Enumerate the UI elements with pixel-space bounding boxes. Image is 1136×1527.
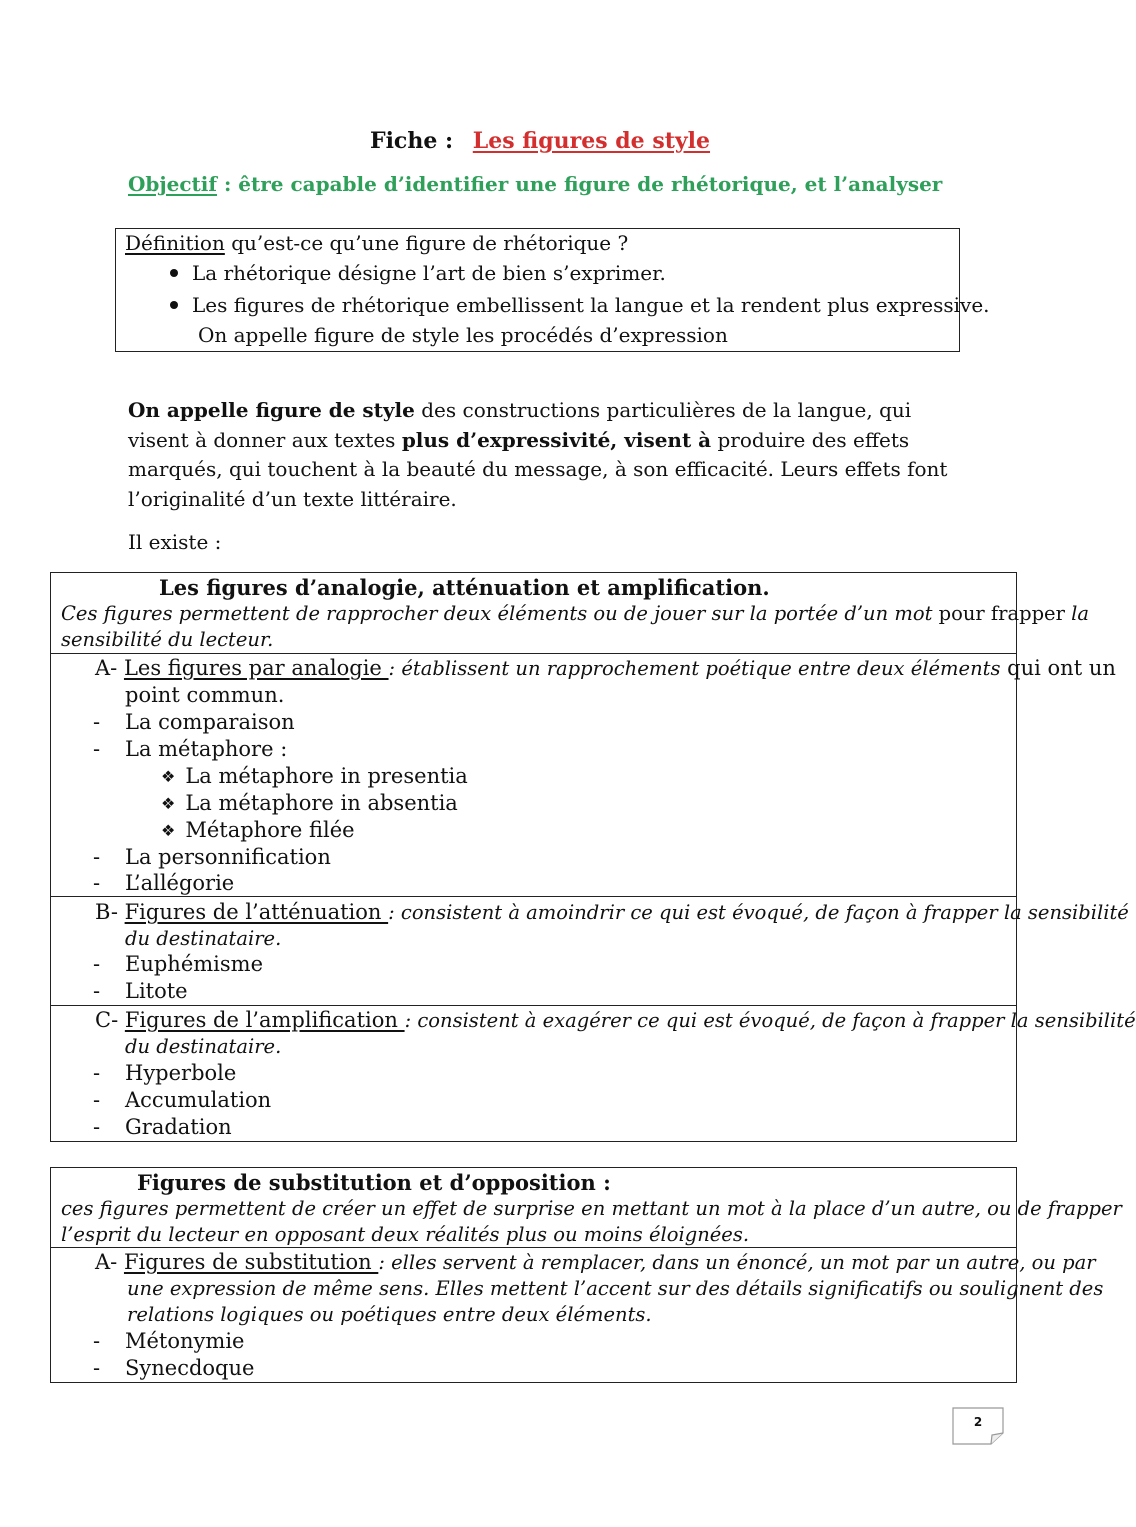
- definition-heading: [125, 231, 628, 255]
- definition-box: [115, 228, 990, 352]
- list-item: - La métaphore :: [93, 737, 288, 761]
- table-description: ces figures permettent de créer un effet de surprise en mettant un mot à la place d’un autre, ou de frapper: [61, 1197, 1122, 1220]
- diamond-icon: ❖: [161, 821, 176, 840]
- bullet-icon: [170, 301, 178, 309]
- objective-key: Objectif: [128, 172, 217, 196]
- divider: [51, 896, 1016, 897]
- list-item: - La personnification: [93, 845, 331, 869]
- exists-label: Il existe :: [128, 530, 222, 554]
- definition-bullet: La rhétorique désigne l’art de bien s’exprimer.: [170, 261, 666, 285]
- table-description: sensibilité du lecteur.: [61, 628, 274, 651]
- section-a-title: Les figures par analogie: [123, 656, 389, 680]
- section-a-heading: A- Les figures par analogie : établissent un rapprochement poétique entre deux éléments qui ont un: [95, 656, 1116, 680]
- sub-list-item: ❖ La métaphore in presentia: [161, 764, 468, 788]
- intro-lead: On appelle figure de style: [128, 398, 415, 422]
- section-b-title: Figures de l’atténuation: [124, 900, 389, 924]
- title-label: Fiche :: [369, 128, 454, 154]
- objective-text: : être capable d’identifier une figure de rhétorique, et l’analyser: [216, 172, 943, 196]
- list-item: - La comparaison: [93, 710, 295, 734]
- section-a-title: Figures de substitution: [123, 1250, 379, 1274]
- divider: [51, 1247, 1016, 1248]
- divider: [51, 653, 1016, 654]
- table-heading: Les figures d’analogie, atténuation et amplification.: [159, 575, 770, 600]
- definition-bullet: Les figures de rhétorique embellissent la langue et la rendent plus expressive.: [170, 293, 990, 317]
- figures-substitution-table: Figures de substitution et d’opposition : ces figures permettent de créer un effet de surprise en mettant un mot à la place d’un autre, ou de frapper l’esprit du lecteur en opposant deux réalités plus ou moins éloignées. A- Figures de substitution : elles servent à remplacer, dans un énoncé, un mot par un autre, ou par une expression de même sens. Elles mettent l’accent sur des détails significatifs ou soulignent des relations logiques ou poétiques entre deux éléments. - Métonymie - Synecdoque: [50, 1167, 1017, 1383]
- list-item: - Accumulation: [93, 1088, 272, 1112]
- section-a-heading: A- Figures de substitution : elles servent à remplacer, dans un énoncé, un mot par un autre, ou par: [95, 1250, 1096, 1274]
- table-description: l’esprit du lecteur en opposant deux réalités plus ou moins éloignées.: [61, 1223, 750, 1246]
- bullet-icon: [170, 269, 178, 277]
- list-item: - Litote: [93, 979, 188, 1003]
- divider: [51, 1005, 1016, 1006]
- sub-list-item: ❖ Métaphore filée: [161, 818, 355, 842]
- page-title: [0, 128, 1080, 154]
- sub-list-item: ❖ La métaphore in absentia: [161, 791, 458, 815]
- section-c-heading: C- Figures de l’amplification : consistent à exagérer ce qui est évoqué, de façon à frapper la sensibilité: [95, 1008, 1136, 1032]
- section-b-heading: B- Figures de l’atténuation : consistent à amoindrir ce qui est évoqué, de façon à frapper la sensibilité: [95, 900, 1129, 924]
- page-number: [952, 1407, 1004, 1445]
- definition-term: Définition: [125, 231, 225, 255]
- section-c-title: Figures de l’amplification: [124, 1008, 405, 1032]
- list-item: - Hyperbole: [93, 1061, 237, 1085]
- page-number-value: 2: [973, 1415, 983, 1429]
- definition-question: qu’est-ce qu’une figure de rhétorique ?: [224, 231, 629, 255]
- title-value: Les figures de style: [472, 128, 711, 154]
- table-description: Ces figures permettent de rapprocher deux éléments ou de jouer sur la portée d’un mot pour frapper la: [61, 602, 1089, 625]
- figures-analogy-table: Les figures d’analogie, atténuation et amplification. Ces figures permettent de rapprocher deux éléments ou de jouer sur la portée d’un mot pour frapper la sensibilité du lecteur. A- Les figures par analogie : établissent un rapprochement poétique entre deux éléments qui ont un point commun. - La comparaison - La métaphore : ❖ La métaphore in presentia ❖ La métaphore in absentia ❖ Métaphore filée - La personnification - L’allégorie B- Figures de l’atténuation : consistent à amoindrir ce qui est évoqué, de façon à frapper la sensibilité du destinataire. - Euphémisme - Litote C- Figures de l’amplification : consistent à exagérer ce qui est évoqué, de façon à frapper la sensibilité du destinataire. - Hyperbole - Accumulation - Gradation: [50, 572, 1017, 1142]
- list-item: - Euphémisme: [93, 952, 263, 976]
- list-item: - Synecdoque: [93, 1356, 255, 1380]
- intro-paragraph: On appelle figure de style des constructions particulières de la langue, qui visent à donner aux textes plus d’expressivité, visent à produire des effets marqués, qui touchent à la beauté du message, à son efficacité. Leurs effets font l’originalité d’un texte littéraire.: [128, 398, 948, 511]
- objective: [128, 172, 942, 196]
- list-item: - Gradation: [93, 1115, 232, 1139]
- list-item: - L’allégorie: [93, 871, 235, 895]
- table-heading: Figures de substitution et d’opposition :: [137, 1170, 611, 1195]
- definition-closing: On appelle figure de style les procédés d’expression: [198, 323, 728, 347]
- list-item: - Métonymie: [93, 1329, 245, 1353]
- diamond-icon: ❖: [161, 767, 176, 786]
- diamond-icon: ❖: [161, 794, 176, 813]
